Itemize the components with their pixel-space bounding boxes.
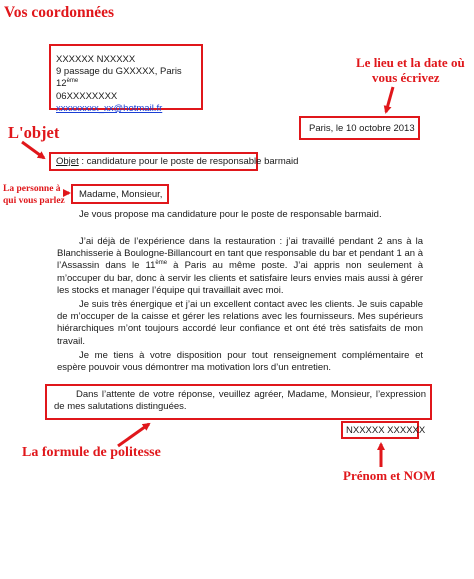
place-date: Paris, le 10 octobre 2013 xyxy=(309,123,415,134)
annotation-lieu-date-line1: Le lieu et la date où xyxy=(356,55,465,70)
arrow-objet xyxy=(22,142,44,158)
annotation-prenom-nom: Prénom et NOM xyxy=(343,468,436,483)
sender-email-link[interactable]: xxxxxxxxx_xx@hotmail.fr xyxy=(56,102,163,114)
annotation-formule-politesse: La formule de politesse xyxy=(22,445,161,460)
annotation-personne-line1: La personne à xyxy=(3,184,61,194)
body-paragraph-4: Je me tiens à votre disposition pour tout renseignement complémentaire et espère pouvoir vous démontrer ma motivation lors d’un entretien. xyxy=(57,350,423,374)
object-label: Objet xyxy=(56,156,79,167)
sender-name: XXXXXX NXXXXX xyxy=(56,54,136,65)
object-line xyxy=(56,156,298,168)
body-paragraph-1: Je vous propose ma candidature pour le poste de responsable barmaid. xyxy=(79,209,382,220)
signature: NXXXXX XXXXXX xyxy=(346,425,426,436)
object-text: : candidature pour le poste de responsable barmaid xyxy=(78,156,299,167)
annotation-lieu-date-line2: vous écrivez xyxy=(372,70,440,85)
arrow-lieu-date xyxy=(386,87,393,112)
body-paragraph-2: J’ai déjà de l’expérience dans la restauration : j’ai travaillé pendant 2 ans à la Blanchisserie à Boulogne-Billancourt en tant que responsable du bar et pendant 1 an à l’Assassin dans le 11ème à Paris au même poste. J’ai appris non seulement à m’occuper du bar, donc à servir les clients et satisfaire leurs envies mais aussi à gérer les stocks et manager l’équipe qui travaillait avec moi. xyxy=(57,236,423,296)
sender-phone: 06XXXXXXXX xyxy=(56,90,118,102)
annotation-objet: L'objet xyxy=(8,123,60,142)
closing-formula: Dans l’attente de votre réponse, veuillez agréer, Madame, Monsieur, l’expression de mes salutations distinguées. xyxy=(54,389,426,413)
annotation-personne-line2: qui vous parlez xyxy=(3,196,65,206)
arrow-formule xyxy=(118,424,149,446)
body-paragraph-3: Je suis très énergique et j’ai un excellent contact avec les clients. Je suis capable de m’occuper de la caisse et gérer les relations avec les fournisseurs. Mes supérieurs hiérarchiques m’ont toujours accordé leur confiance et ont été très satisfaits de mon travail. xyxy=(57,299,423,347)
salutation: Madame, Monsieur, xyxy=(79,189,163,200)
sender-block xyxy=(56,54,202,115)
sender-address: 9 passage du GXXXXX, Paris 12ème xyxy=(56,66,182,90)
annotation-vos-coordonnees: Vos coordonnées xyxy=(4,4,115,21)
